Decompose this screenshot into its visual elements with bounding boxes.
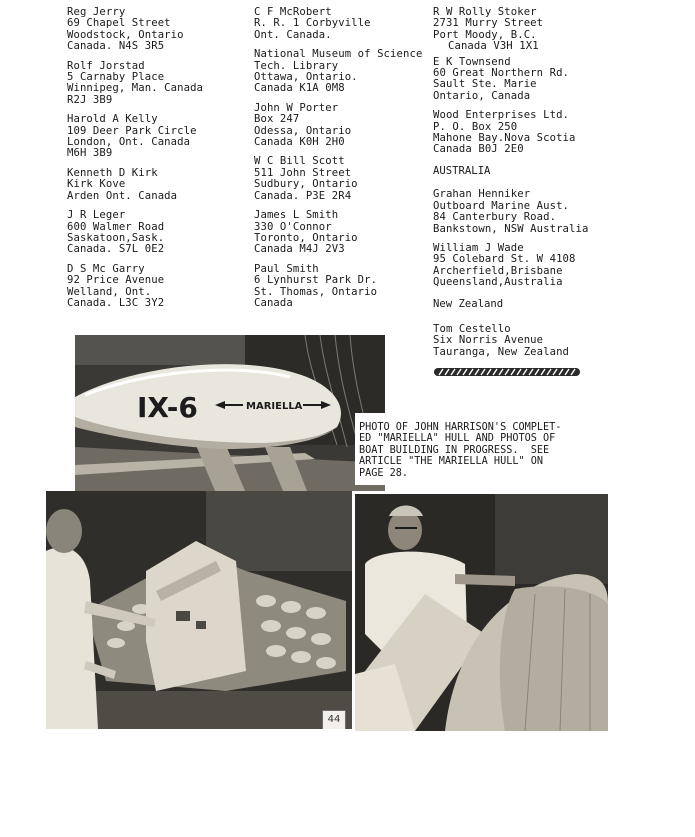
photo-completed-hull: [75, 335, 385, 491]
address-entry: Harold A Kelly 109 Deer Park Circle London, Ont. Canada M6H 3B9: [67, 113, 197, 160]
address-column-2: [254, 7, 454, 317]
hull-name: MARIELLA: [246, 401, 303, 412]
address-entry: Grahan Henniker Outboard Marine Aust. 84 Canterbury Road. Bankstown, NSW Australia: [433, 188, 589, 235]
address-entry: Tom Cestello Six Norris Avenue Tauranga, New Zealand: [433, 322, 570, 358]
address-entry: E K Townsend 60 Great Northern Rd. Sault Ste. Marie Ontario, Canada: [433, 55, 570, 102]
rope-divider-ornament: [433, 366, 581, 378]
address-column-3: [433, 7, 653, 378]
address-entry: C F McRobert R. R. 1 Corbyville Ont. Canada.: [254, 6, 371, 41]
photo-hull-framing: [46, 491, 352, 729]
address-entry: J R Leger 600 Walmer Road Saskatoon,Sask. Canada. S7L 0E2: [67, 209, 165, 256]
address-entry: William J Wade 95 Colebard St. W 4108 Archerfield,Brisbane Queensland,Australia: [433, 241, 576, 289]
address-entry: Wood Enterprises Ltd. P. O. Box 250 Mahone Bay.Nova Scotia Canada B0J 2E0: [433, 109, 576, 156]
address-entry: James L Smith 330 O'Connor Toronto, Ontario Canada M4J 2V3: [254, 209, 358, 256]
address-entry: Reg Jerry 69 Chapel Street Woodstock, Ontario Canada. N4S 3R5: [67, 6, 184, 53]
hull-number: IX-6: [137, 391, 198, 424]
section-heading-new-zealand: New Zealand: [433, 297, 504, 310]
address-entry: Paul Smith 6 Lynhurst Park Dr. St. Thomas, Ontario Canada: [254, 262, 378, 309]
address-entry: D S Mc Garry 92 Price Avenue Welland, Ont. Canada. L3C 3Y2: [67, 262, 165, 309]
address-entry: Rolf Jorstad 5 Carnaby Place Winnipeg, Man. Canada R2J 3B9: [67, 59, 204, 106]
address-entry: National Museum of Science Tech. Library Ottawa, Ontario. Canada K1A 0M8: [254, 48, 423, 95]
section-heading-australia: AUSTRALIA: [433, 164, 491, 177]
photo-man-working-on-hull: [355, 494, 608, 731]
address-entry: R W Rolly Stoker 2731 Murry Street Port Moody, B.C. Canada V3H 1X1: [433, 6, 544, 53]
photo-caption: PHOTO OF JOHN HARRISON'S COMPLET- ED "MARIELLA" HULL AND PHOTOS OF BOAT BUILDING IN PROGRESS. SEE ARTICLE "THE MARIELLA HULL" ON PAGE 28.: [355, 413, 611, 485]
page-number: 44: [322, 710, 346, 729]
address-entry: W C Bill Scott 511 John Street Sudbury, Ontario Canada. P3E 2R4: [254, 155, 358, 202]
address-entry: John W Porter Box 247 Odessa, Ontario Canada K0H 2H0: [254, 101, 352, 149]
address-entry: Kenneth D Kirk Kirk Kove Arden Ont. Canada: [67, 166, 178, 202]
address-column-1: [67, 7, 247, 317]
